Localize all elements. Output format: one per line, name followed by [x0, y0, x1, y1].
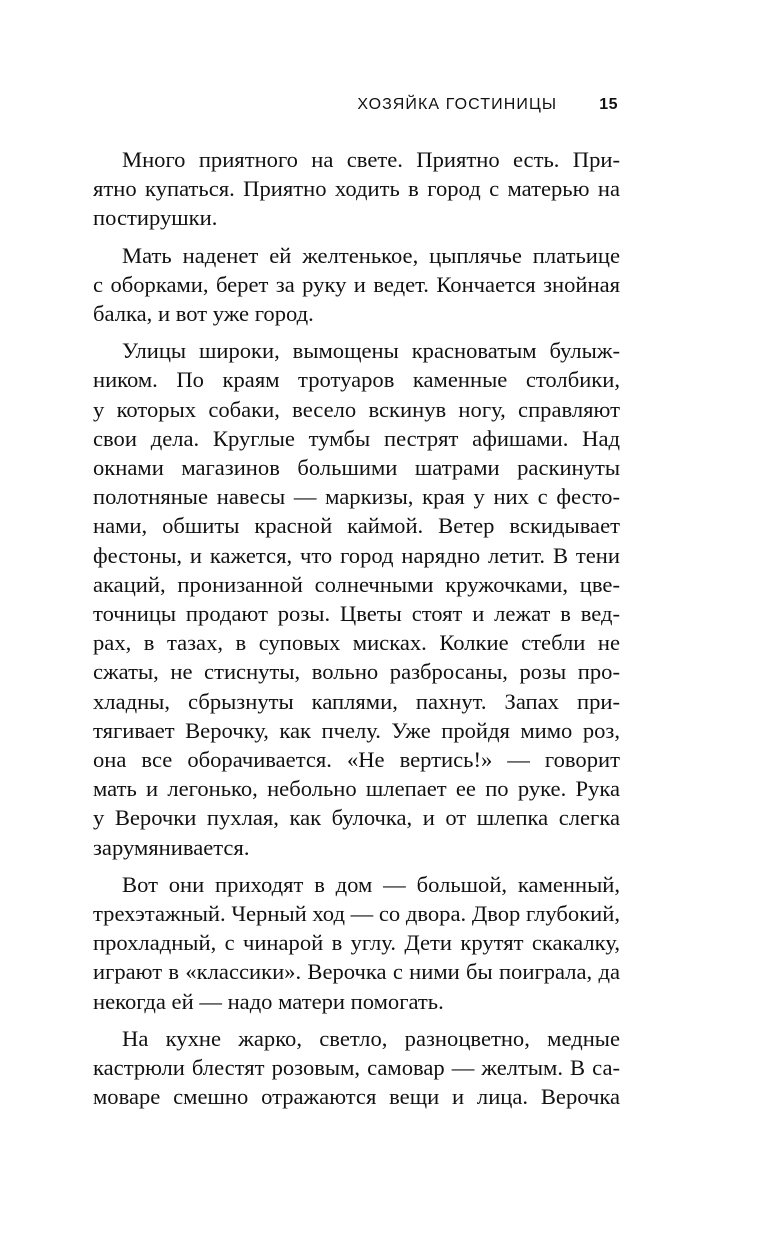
text-line: постирушки. [93, 205, 218, 231]
text-line: нами, обшиты красной каймой. Ветер вскидывает [93, 513, 620, 539]
text-line: свои дела. Круглые тумбы пестрят афишами. Над [93, 425, 620, 451]
text-line: зарумянивается. [93, 834, 250, 860]
text-line: акаций, пронизанной солнечными кружочками, цве- [93, 571, 620, 597]
text-line: прохладный, с чинарой в углу. Дети крутят скакалку, [93, 930, 620, 956]
paragraph-4 [93, 870, 620, 1016]
text-line: некогда ей — надо матери помогать. [93, 988, 444, 1014]
text-line: балка, и вот уже город. [93, 301, 314, 327]
text-line: трехэтажный. Черный ход — со двора. Двор глубокий, [93, 901, 620, 927]
running-head [357, 96, 618, 114]
paragraph-1 [93, 145, 620, 233]
text-line: мать и легонько, небольно шлепает ее по руке. Рука [93, 776, 620, 802]
text-line: у которых собаки, весело вскинув ногу, справляют [93, 396, 620, 422]
text-line: точницы продают розы. Цветы стоят и лежат в вед- [93, 601, 620, 627]
text-line: у Верочки пухлая, как булочка, и от шлепка слегка [93, 805, 620, 831]
text-line: она все оборачивается. «Не вертись!» — говорит [93, 747, 620, 773]
paragraph-2 [93, 241, 620, 329]
text-line: с оборками, берет за руку и ведет. Кончается знойная [93, 271, 620, 297]
text-line: окнами магазинов большими шатрами раскинуты [93, 455, 620, 481]
running-title: ХОЗЯЙКА ГОСТИНИЦЫ [357, 96, 558, 113]
text-line: моваре смешно отражаются вещи и лица. Верочка [93, 1084, 620, 1110]
text-line: полотняные навесы — маркизы, края у них с фесто- [93, 484, 620, 510]
text-line: Вот они приходят в дом — большой, каменный, [122, 871, 620, 897]
text-line: играют в «классики». Верочка с ними бы поиграла, да [93, 959, 620, 985]
page-number: 15 [599, 96, 618, 113]
paragraph-3 [93, 336, 620, 862]
text-line: кастрюли блестят розовым, самовар — желтым. В са- [93, 1055, 620, 1081]
text-line: тягивает Верочку, как пчелу. Уже пройдя мимо роз, [93, 717, 620, 743]
text-line: Улицы широки, вымощены красноватым булыж- [122, 338, 620, 364]
text-line: Мать наденет ей желтенькое, цыплячье платьице [122, 242, 620, 268]
body-text [93, 145, 620, 1120]
text-line: Много приятного на свете. Приятно есть. При- [122, 147, 620, 172]
text-line: На кухне жарко, светло, разноцветно, медные [122, 1025, 620, 1051]
text-line: ятно купаться. Приятно ходить в город с матерью на [93, 176, 620, 202]
text-line: хладны, сбрызнуты каплями, пахнут. Запах при- [93, 688, 620, 714]
paragraph-5 [93, 1024, 620, 1112]
text-line: ником. По краям тротуаров каменные столбики, [93, 367, 620, 393]
text-line: фестоны, и кажется, что город нарядно летит. В тени [93, 542, 620, 568]
text-line: рах, в тазах, в суповых мисках. Колкие стебли не [93, 630, 620, 656]
text-line: сжаты, не стиснуты, вольно разбросаны, розы про- [93, 659, 620, 685]
